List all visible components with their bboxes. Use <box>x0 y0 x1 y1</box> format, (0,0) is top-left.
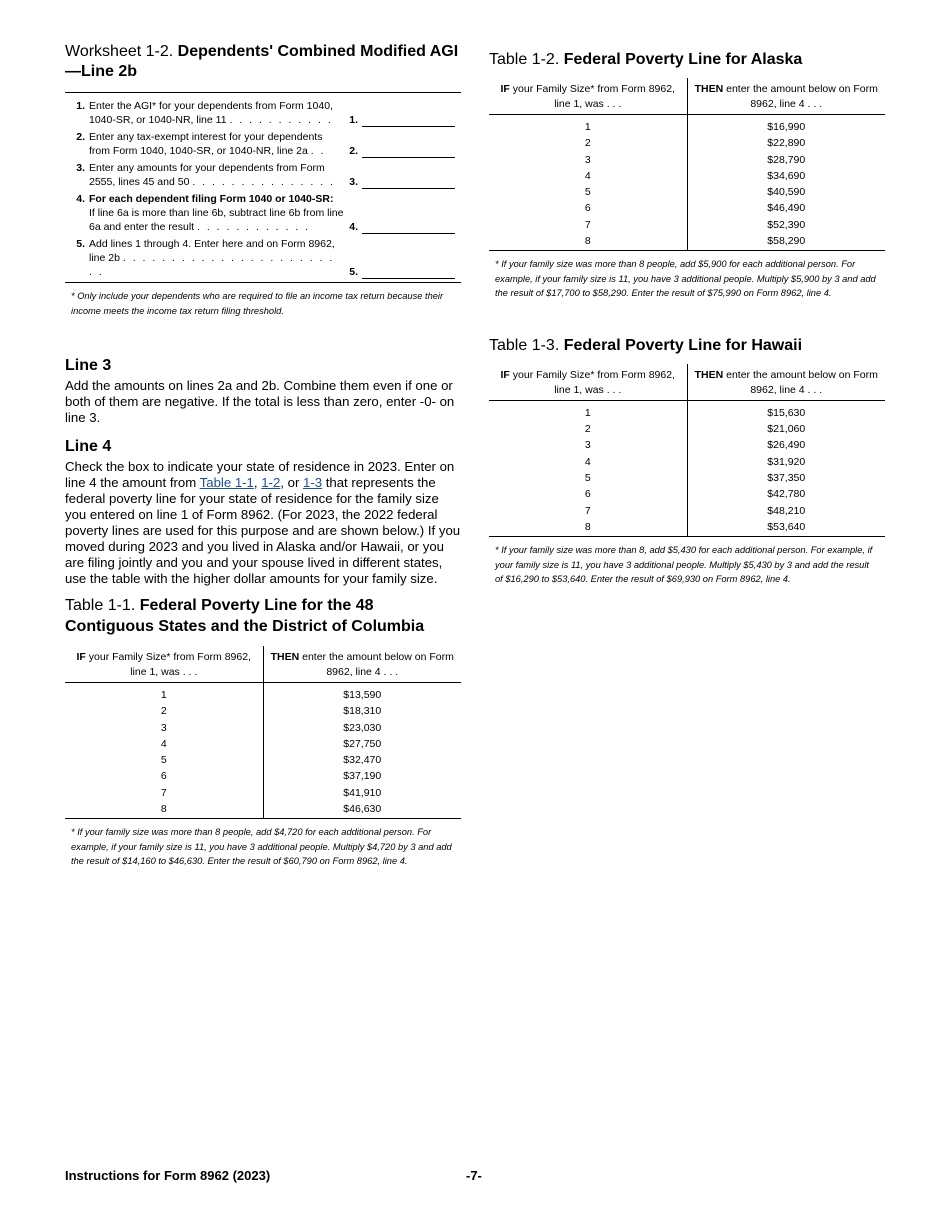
table-header-family-size <box>65 646 263 683</box>
table-1-2-footnote: * If your family size was more than 8 people, add $5,900 for each additional person. For example, if your family size is 11, you have 3 additional people. Multiply $5,900 by 3 and add the result of $17,700 to $58,290. Enter the result of $75,990 on Form 8962, line 4. <box>495 259 876 299</box>
line-text-bold: For each dependent filing Form 1040 or 1040-SR: <box>89 193 334 205</box>
header-col1-text: your Family Size* from Form 8962, line 1, was . . . <box>85 651 251 678</box>
table-row <box>65 801 461 819</box>
header-col2-text: enter the amount below on Form 8962, line 4 . . . <box>723 83 878 110</box>
line-number: 3. <box>76 162 85 174</box>
table-row <box>65 720 461 736</box>
table-row <box>65 683 461 704</box>
table-header-family-size <box>489 78 687 115</box>
line-ref: 3. <box>349 176 358 188</box>
line-number: 2. <box>76 131 85 143</box>
header-col1-text: your Family Size* from Form 8962, line 1, was . . . <box>509 368 675 396</box>
table-1-2-title <box>489 49 885 70</box>
leader-dots: . . <box>310 145 326 157</box>
worksheet-title <box>65 42 461 82</box>
table-row <box>489 400 885 421</box>
amount-cell: $21,060 <box>767 423 806 436</box>
line-text-content: If line 6a is more than line 6b, subtract line 6b from line 6a and enter the result <box>89 207 344 233</box>
family-size-cell: 8 <box>65 801 263 819</box>
family-size-cell: 2 <box>65 703 263 719</box>
table-row <box>489 168 885 184</box>
table-1-1 <box>65 646 461 819</box>
leader-dots: . . . . . . . . . . . . <box>197 221 311 233</box>
line-3-entry-field[interactable] <box>362 175 455 189</box>
family-size-cell: 5 <box>489 184 687 200</box>
header-if: IF <box>500 368 510 381</box>
amount-cell: $37,350 <box>767 472 806 485</box>
amount-cell: $42,780 <box>767 488 806 501</box>
line3-text: Add the amounts on lines 2a and 2b. Combine them even if one or both of them are negative. If the total is less than zero, enter -0- on line 3. <box>65 378 455 425</box>
amount-cell: $52,390 <box>767 218 806 231</box>
table-row <box>489 200 885 216</box>
table-row <box>489 217 885 233</box>
line-ref: 5. <box>349 266 358 278</box>
table-row <box>489 115 885 136</box>
amount-cell: $46,490 <box>767 202 806 215</box>
amount-cell: $48,210 <box>767 504 806 517</box>
amount-cell: $58,290 <box>767 235 806 248</box>
amount-cell: $26,490 <box>767 439 806 452</box>
family-size-cell: 3 <box>65 720 263 736</box>
amount-cell: $34,690 <box>767 169 806 182</box>
table-1-3-title-bold: Federal Poverty Line for Hawaii <box>563 336 803 354</box>
table-header-amount <box>263 646 461 683</box>
line-ref: 4. <box>349 221 358 233</box>
family-size-cell: 1 <box>489 400 687 421</box>
amount-cell: $41,910 <box>343 786 382 799</box>
table-row <box>489 503 885 519</box>
table-row <box>489 152 885 168</box>
table-1-2-title-bold: Federal Poverty Line for Alaska <box>563 51 803 68</box>
amount-cell: $22,890 <box>767 137 806 150</box>
line-text <box>89 237 344 279</box>
worksheet-line-2 <box>65 128 461 159</box>
link-table-1-1[interactable]: Table 1-1 <box>199 475 254 490</box>
family-size-cell: 5 <box>65 752 263 768</box>
table-1-3-footnote: * If your family size was more than 8, add $5,430 for each additional person. For example, if your family size is 11, you have 3 additional people. Multiply $5,430 by 3 and add the result of $16,290 to $53,640. Enter the result of $69,930 on Form 8962, line 4. <box>495 545 873 585</box>
link-table-1-3[interactable]: 1-3 <box>303 475 323 490</box>
amount-cell: $53,640 <box>767 520 806 533</box>
family-size-cell: 3 <box>489 152 687 168</box>
family-size-cell: 4 <box>489 168 687 184</box>
header-col1-text: your Family Size* from Form 8962, line 1, was . . . <box>509 83 675 110</box>
table-1-1-footnote: * If your family size was more than 8 people, add $4,720 for each additional person. For example, if your family size is 11, you have 3 additional people. Multiply $4,720 by 3 and add the result of $14,160 to $46,630. Enter the result of $60,790 on Form 8962, line 4. <box>71 827 452 867</box>
worksheet-footnote: * Only include your dependents who are required to file an income tax return because their income meets the income tax return filing threshold. <box>71 291 444 316</box>
line3-heading: Line 3 <box>65 357 112 374</box>
amount-cell: $27,750 <box>343 737 382 750</box>
family-size-cell: 4 <box>489 454 687 470</box>
amount-cell: $46,630 <box>343 803 382 816</box>
line-text <box>89 192 344 234</box>
table-1-3 <box>489 364 885 537</box>
table-1-1-title <box>65 595 461 637</box>
line4-text-a: Check the box to indicate your state of residence in 2023. Enter on line 4 the amount from <box>65 459 455 490</box>
family-size-cell: 6 <box>489 200 687 216</box>
amount-cell: $15,630 <box>767 406 806 419</box>
family-size-cell: 7 <box>489 217 687 233</box>
leader-dots: . . . . . . . . . . . . . . . . . . . . . . . . <box>89 252 335 278</box>
line4-sep2: , or <box>280 475 303 490</box>
line-text-content: Enter any amounts for your dependents from Form 2555, lines 45 and 50 <box>89 162 325 188</box>
leader-dots: . . . . . . . . . . . . . . . <box>192 176 335 188</box>
line-ref: 1. <box>349 114 358 126</box>
family-size-cell: 1 <box>65 683 263 704</box>
header-col2-text: enter the amount below on Form 8962, line 4 . . . <box>723 368 878 396</box>
worksheet-line-3 <box>65 159 461 190</box>
family-size-cell: 4 <box>65 736 263 752</box>
table-header-family-size <box>489 364 687 401</box>
line-text <box>89 99 344 127</box>
header-if: IF <box>500 83 510 95</box>
table-row <box>489 519 885 537</box>
family-size-cell: 6 <box>65 768 263 784</box>
family-size-cell: 5 <box>489 470 687 486</box>
table-row <box>65 736 461 752</box>
header-then: THEN <box>694 83 724 95</box>
table-1-1-title-prefix: Table 1-1. <box>65 597 140 614</box>
family-size-cell: 7 <box>65 785 263 801</box>
line-number: 5. <box>76 238 85 250</box>
header-then: THEN <box>270 651 300 663</box>
table-header-amount <box>687 364 885 401</box>
amount-cell: $13,590 <box>343 689 382 701</box>
line4-heading: Line 4 <box>65 438 112 455</box>
line-5-entry-field[interactable] <box>362 265 455 279</box>
left-column <box>65 42 461 869</box>
worksheet-line-5 <box>65 235 461 280</box>
header-col2-text: enter the amount below on Form 8962, line 4 . . . <box>299 651 454 678</box>
header-if: IF <box>76 651 86 663</box>
table-1-3-title-prefix: Table 1-3. <box>489 336 564 354</box>
line-text-content: Enter the AGI* for your dependents from Form 1040, 1040-SR, or 1040-NR, line 11 <box>89 100 333 126</box>
family-size-cell: 2 <box>489 135 687 151</box>
right-column <box>489 49 885 587</box>
link-table-1-2[interactable]: 1-2 <box>261 475 281 490</box>
family-size-cell: 2 <box>489 421 687 437</box>
table-row <box>489 470 885 486</box>
line-1-entry-field[interactable] <box>362 113 455 127</box>
worksheet-box <box>65 92 461 283</box>
amount-cell: $40,590 <box>767 186 806 199</box>
line-ref: 2. <box>349 145 358 157</box>
line-text-content: Enter any tax-exempt interest for your dependents from Form 1040, 1040-SR, or 1040-NR, line 2a <box>89 131 323 157</box>
family-size-cell: 7 <box>489 503 687 519</box>
amount-cell: $37,190 <box>343 770 382 783</box>
line-text <box>89 130 344 158</box>
family-size-cell: 1 <box>489 115 687 136</box>
table-1-1-title-bold: Federal Poverty Line for the 48 Contiguous States and the District of Columbia <box>65 597 425 635</box>
amount-cell: $16,990 <box>767 121 806 133</box>
worksheet-line-4 <box>65 190 461 235</box>
header-then: THEN <box>694 368 724 381</box>
worksheet-title-prefix: Worksheet 1-2. <box>65 43 178 60</box>
line-number: 1. <box>76 100 85 112</box>
line-number: 4. <box>76 193 85 205</box>
family-size-cell: 8 <box>489 519 687 537</box>
line4-sep1: , <box>253 475 262 490</box>
footer-form-title: Instructions for Form 8962 (2023) <box>65 1168 271 1183</box>
table-row <box>489 486 885 502</box>
amount-cell: $32,470 <box>343 754 382 767</box>
table-header-amount <box>687 78 885 115</box>
line4-text-b: that represents the federal poverty line for your state of residence for the family size you entered on line 1 of Form 8962. (For 2023, the 2022 federal poverty lines are used for this purpose and are shown below.) If you moved during 2023 and you lived in Alaska and/or Hawaii, or you are filing jointly and you and your spouse lived in different states, use the table with the higher dollar amounts for your family size. <box>65 475 461 586</box>
family-size-cell: 3 <box>489 437 687 453</box>
table-row <box>489 454 885 470</box>
table-row <box>65 752 461 768</box>
line4-text <box>65 459 461 587</box>
line-text <box>89 161 344 189</box>
table-1-3-title <box>489 335 885 356</box>
table-row <box>489 437 885 453</box>
table-row <box>489 233 885 251</box>
table-row <box>489 135 885 151</box>
page-number: -7- <box>466 1168 482 1183</box>
worksheet-title-bold: Dependents' Combined Modified AGI—Line 2b <box>65 43 459 80</box>
amount-cell: $23,030 <box>343 721 382 734</box>
table-row <box>65 768 461 784</box>
table-row <box>489 184 885 200</box>
amount-cell: $28,790 <box>767 153 806 166</box>
table-1-2-title-prefix: Table 1-2. <box>489 51 564 68</box>
line-2-entry-field[interactable] <box>362 144 455 158</box>
family-size-cell: 6 <box>489 486 687 502</box>
table-row <box>489 421 885 437</box>
worksheet-line-1 <box>65 97 461 128</box>
line-text-content: Add lines 1 through 4. Enter here and on Form 8962, line 2b <box>89 238 335 264</box>
line-4-entry-field[interactable] <box>362 220 455 234</box>
leader-dots: . . . . . . . . . . . <box>229 114 333 126</box>
family-size-cell: 8 <box>489 233 687 251</box>
table-row <box>65 703 461 719</box>
amount-cell: $31,920 <box>767 455 806 468</box>
amount-cell: $18,310 <box>343 705 382 718</box>
table-row <box>65 785 461 801</box>
table-1-2 <box>489 78 885 251</box>
